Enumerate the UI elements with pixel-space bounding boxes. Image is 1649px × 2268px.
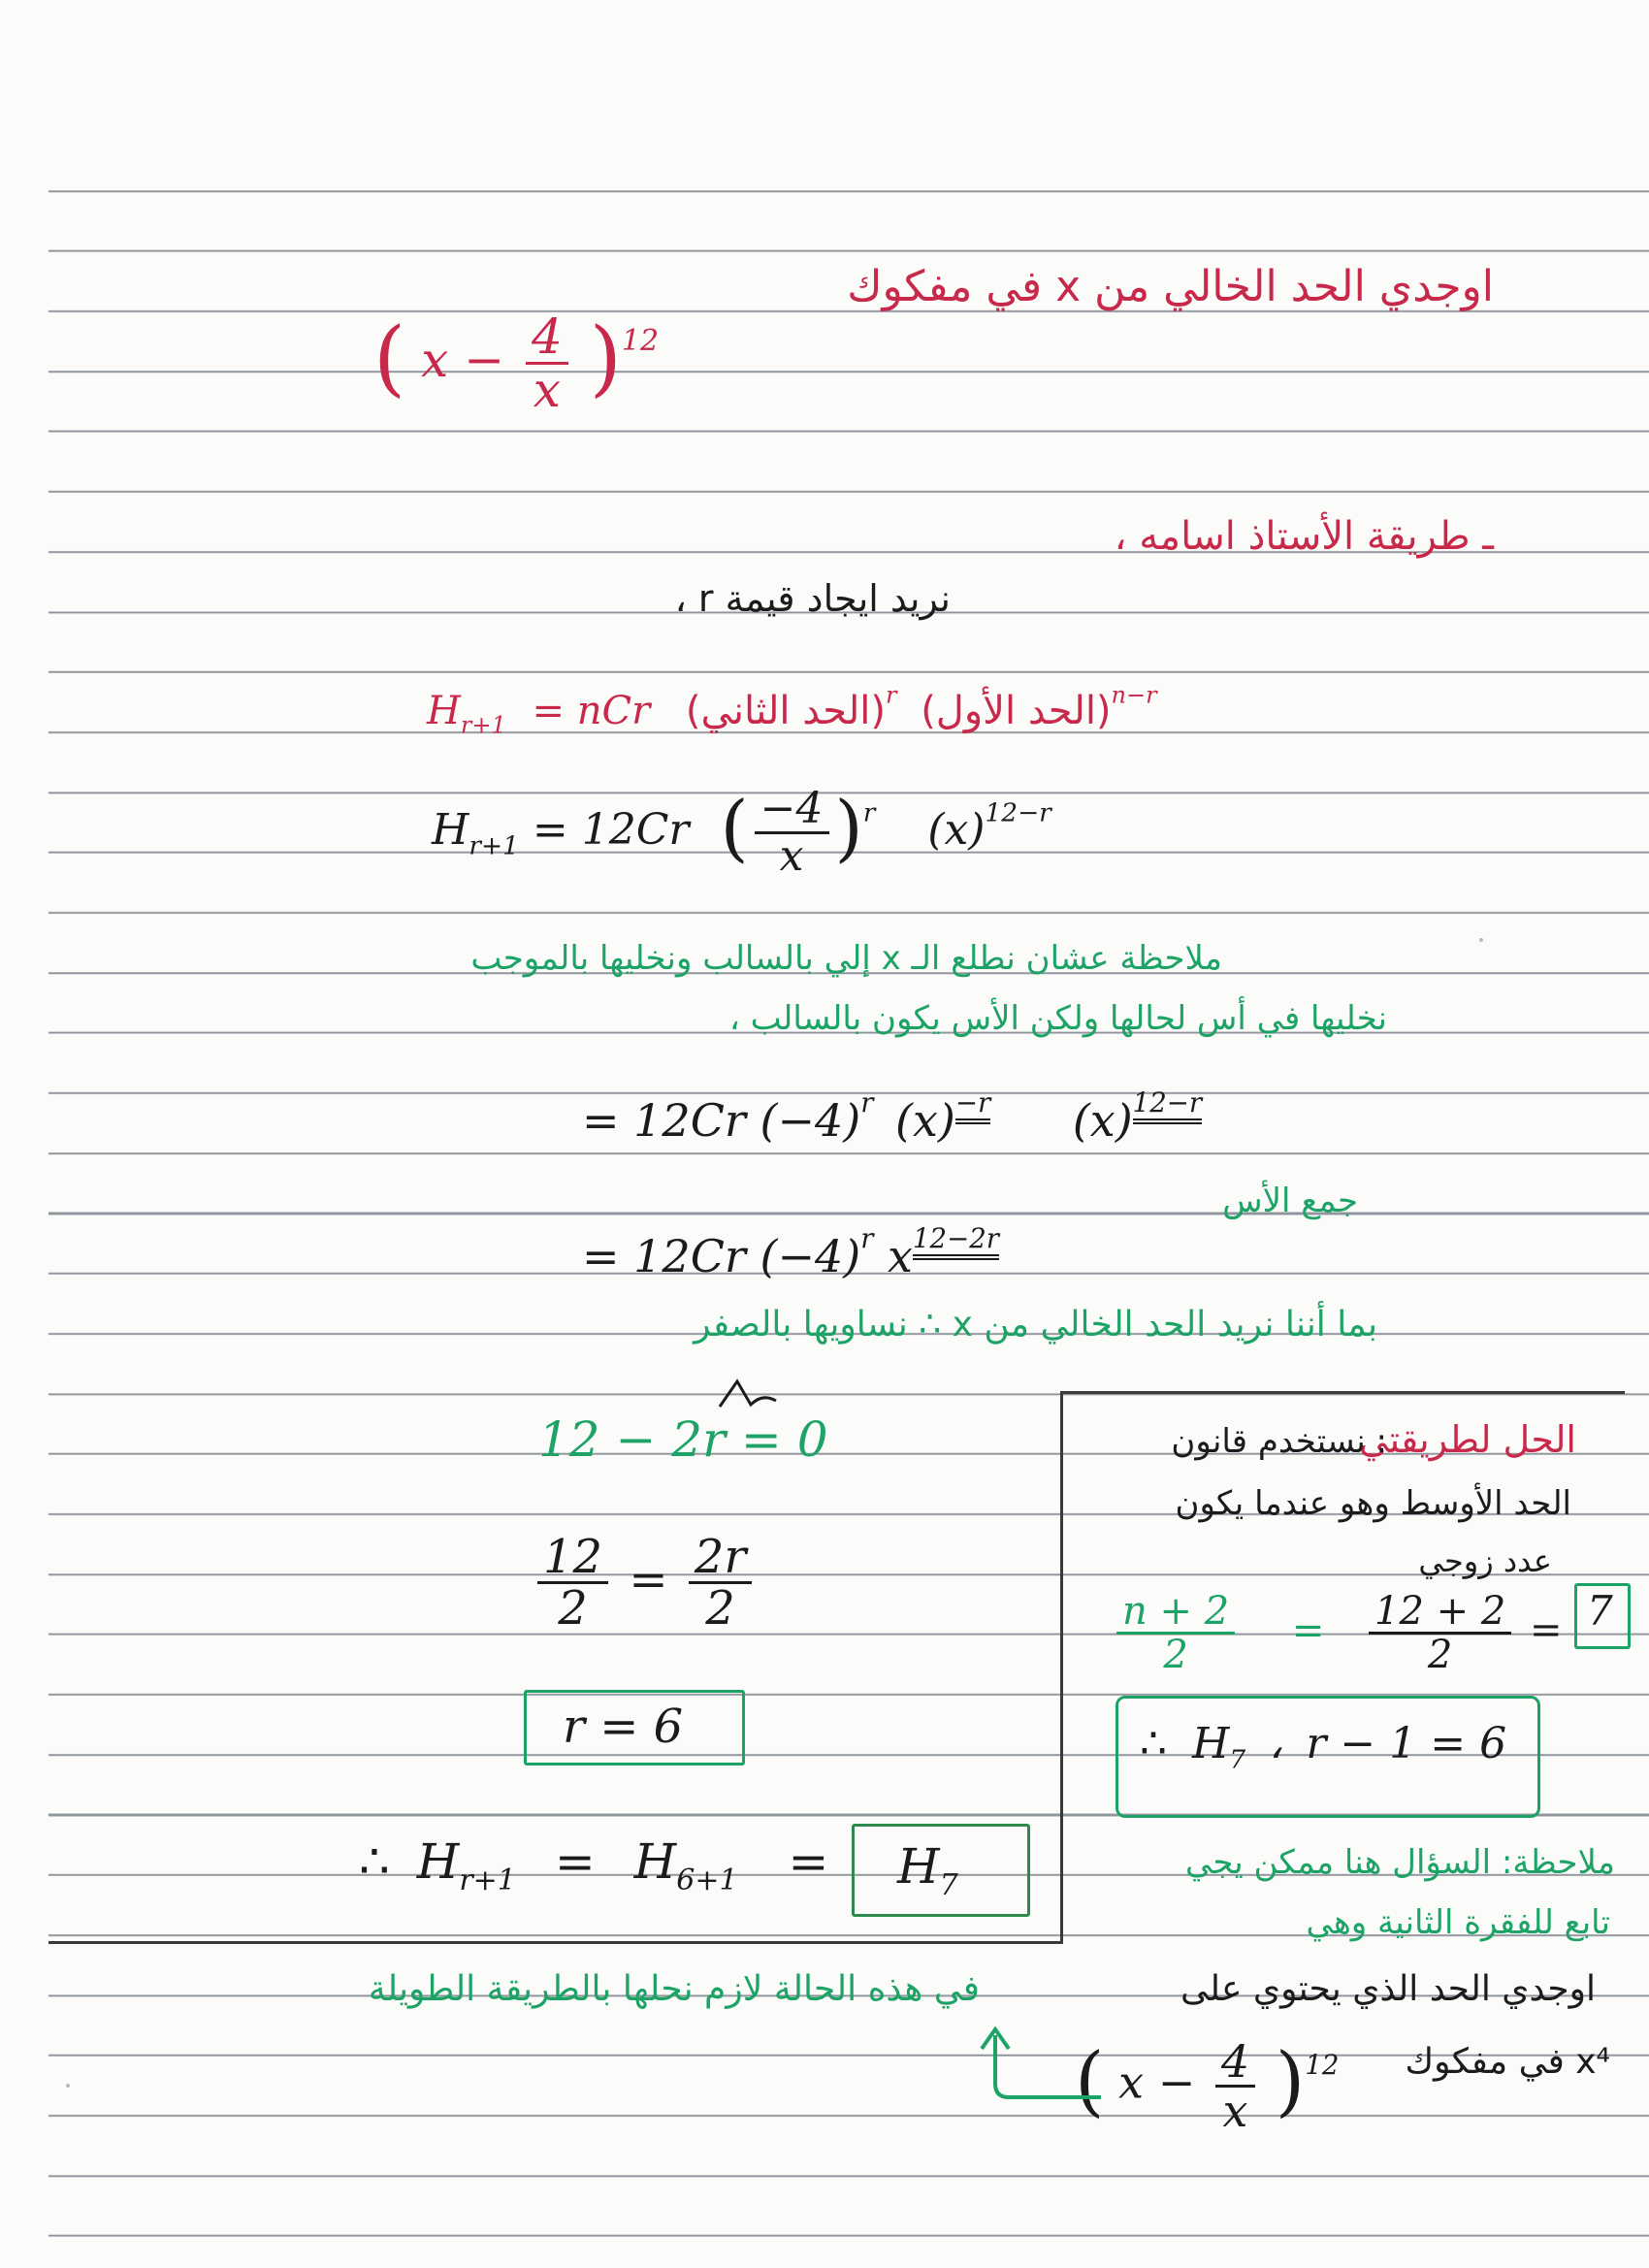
negative-exponent: −r — [955, 1086, 990, 1124]
expr-minus: − — [464, 331, 505, 388]
term-symbol: H — [427, 689, 461, 733]
term-symbol: H — [1192, 1719, 1230, 1768]
frac-numerator: 4 — [1215, 2038, 1255, 2088]
term-symbol: H — [432, 805, 469, 856]
right-note-line2: تابع للفقرة الثانية وهي — [1306, 1903, 1610, 1942]
term-symbol: H — [897, 1838, 940, 1895]
panel-top-divider — [1062, 1391, 1625, 1394]
term-subscript: r+1 — [460, 711, 506, 739]
question2-line: اوجدي الحد الذي يحتوي على — [1180, 1969, 1596, 2009]
middle-term-formula — [1111, 1591, 1363, 1675]
equals-sign: = — [1530, 1607, 1563, 1653]
step3-coefficient: = 12Cr (−4) — [582, 1094, 861, 1147]
n-fraction — [1116, 1591, 1235, 1675]
step4-formula — [582, 1222, 999, 1282]
right-heading: الحل لطريقتي — [1358, 1418, 1576, 1461]
term-subscript: r+1 — [469, 830, 519, 861]
expr-var: x — [1118, 2056, 1145, 2109]
left-eq1: 12 − 2r = 0 — [538, 1411, 828, 1468]
equals-sign: = — [1291, 1607, 1325, 1653]
question2-expression — [1075, 2034, 1340, 2138]
caret-icon — [716, 1376, 784, 1410]
close-paren-icon: ) — [1275, 2037, 1306, 2125]
stray-dot — [66, 2084, 70, 2088]
h7-r-equation — [1140, 1719, 1507, 1775]
green-note-line1: ملاحظة عشان نطلع الـ x إلي بالسالب ونخليها بالموجب — [470, 939, 1222, 978]
expr-minus: − — [1157, 2056, 1196, 2109]
expr-fraction — [1215, 2034, 1255, 2138]
frac-numerator: −4 — [755, 787, 829, 834]
x-factor: (x) — [927, 805, 986, 856]
right-fraction — [689, 1530, 752, 1636]
panel-vertical-divider — [1060, 1391, 1063, 1944]
frac-numerator: 12 — [537, 1533, 608, 1584]
open-paren-icon: ( — [720, 786, 749, 870]
arrow-icon — [970, 2018, 1106, 2115]
stray-dot — [1479, 938, 1483, 942]
equals-sign: = — [554, 1833, 596, 1890]
therefore-icon: ∴ — [1140, 1719, 1167, 1768]
expr-exponent: 12 — [621, 323, 660, 358]
term-symbol: H — [633, 1833, 677, 1890]
frac-denominator: 2 — [1163, 1633, 1188, 1677]
zero-note: بما أننا نريد الحد الخالي من x ∴ نساويها بالصفر — [694, 1305, 1377, 1345]
term-symbol: H — [416, 1833, 460, 1890]
power-r: r — [860, 1222, 874, 1255]
middle-term-result: 7 — [1587, 1587, 1613, 1635]
expr-fraction — [526, 308, 568, 419]
question-expression — [373, 308, 660, 419]
frac-denominator: x — [533, 362, 561, 419]
page-left-margin — [0, 0, 48, 2268]
frac-denominator: x — [1222, 2085, 1248, 2138]
frac-denominator: 2 — [558, 1581, 588, 1636]
ncr-value: = 12Cr — [532, 805, 690, 856]
x-factor: x — [888, 1230, 913, 1282]
sub-fraction — [755, 783, 829, 882]
r-equation: r − 1 = 6 — [1306, 1719, 1507, 1768]
term-subscript: 7 — [1229, 1744, 1246, 1775]
x-factor-positive: (x) — [1072, 1094, 1133, 1147]
positive-exponent: 12−r — [1133, 1086, 1202, 1124]
panel-bottom-divider — [48, 1941, 1062, 1944]
general-term-formula — [427, 681, 1157, 739]
method-heading: ـ طريقة الأستاذ اسامه ، — [1114, 514, 1494, 559]
close-paren-icon: ) — [589, 310, 622, 406]
frac-numerator: 4 — [526, 311, 568, 366]
second-term-label: (الحد الثاني) — [685, 689, 886, 733]
right-body-line2: الحد الأوسط وهو عندما يكون — [1175, 1484, 1571, 1523]
therefore-icon: ∴ — [359, 1833, 390, 1890]
question2-tail: x⁴ في مفكوك — [1405, 2042, 1610, 2082]
left-fraction-eq — [532, 1530, 758, 1636]
power-r: r — [862, 797, 876, 828]
expr-exponent: 12 — [1305, 2048, 1340, 2081]
step4-coefficient: = 12Cr (−4) — [582, 1230, 861, 1282]
power-r: r — [860, 1086, 874, 1119]
equals-sign: = — [629, 1552, 668, 1607]
combined-exponent: 12−2r — [913, 1222, 999, 1260]
find-r-text: نريد ايجاد قيمة r ، — [674, 577, 951, 620]
sum-exponents-note: جمع الأس — [1222, 1182, 1358, 1220]
h7-result — [897, 1838, 958, 1902]
right-body-line3: عدد زوجي — [1418, 1542, 1552, 1579]
frac-denominator: x — [779, 831, 804, 882]
term-subscript: 6+1 — [676, 1863, 738, 1897]
middle-term-values — [1363, 1591, 1563, 1675]
expr-var: x — [421, 331, 449, 388]
first-term-label: (الحد الأول) — [921, 689, 1112, 733]
term-subscript: 7 — [939, 1868, 958, 1902]
right-note-line1: ملاحظة: السؤال هنا ممكن يجي — [1185, 1843, 1615, 1882]
frac-numerator: n + 2 — [1116, 1591, 1235, 1635]
second-term-exponent: r — [885, 681, 897, 709]
page-top-margin — [0, 0, 1649, 184]
bottom-note: في هذه الحالة لازم نحلها بالطريقة الطويلة — [368, 1969, 980, 2009]
first-term-exponent: n−r — [1111, 681, 1157, 709]
frac-denominator: 2 — [1427, 1633, 1453, 1677]
x-factor-exponent: 12−r — [985, 797, 1051, 828]
step3-formula — [582, 1086, 1203, 1147]
substituted-formula — [432, 783, 1051, 882]
r-value: r = 6 — [563, 1700, 684, 1754]
question-text: اوجدي الحد الخالي من x في مفكوك — [847, 262, 1494, 311]
frac-numerator: 2r — [689, 1533, 752, 1584]
equals-sign: = — [788, 1833, 829, 1890]
open-paren-icon: ( — [373, 310, 406, 406]
close-paren-icon: ) — [834, 786, 863, 870]
term-subscript: r+1 — [459, 1863, 516, 1897]
open-paren-icon: ( — [1075, 2037, 1105, 2125]
term-result-chain — [359, 1833, 863, 1897]
frac-numerator: 12 + 2 — [1369, 1591, 1511, 1635]
left-fraction — [537, 1530, 608, 1636]
comma: ، — [1269, 1719, 1283, 1768]
right-body-line1: : نستخدم قانون — [1171, 1422, 1387, 1461]
frac-denominator: 2 — [705, 1581, 735, 1636]
x-factor-negative: (x) — [895, 1094, 955, 1147]
ncr-label: = nCr — [532, 689, 651, 733]
value-fraction — [1369, 1591, 1511, 1675]
green-note-line2: نخليها في أس لحالها ولكن الأس يكون بالسالب ، — [728, 999, 1387, 1038]
